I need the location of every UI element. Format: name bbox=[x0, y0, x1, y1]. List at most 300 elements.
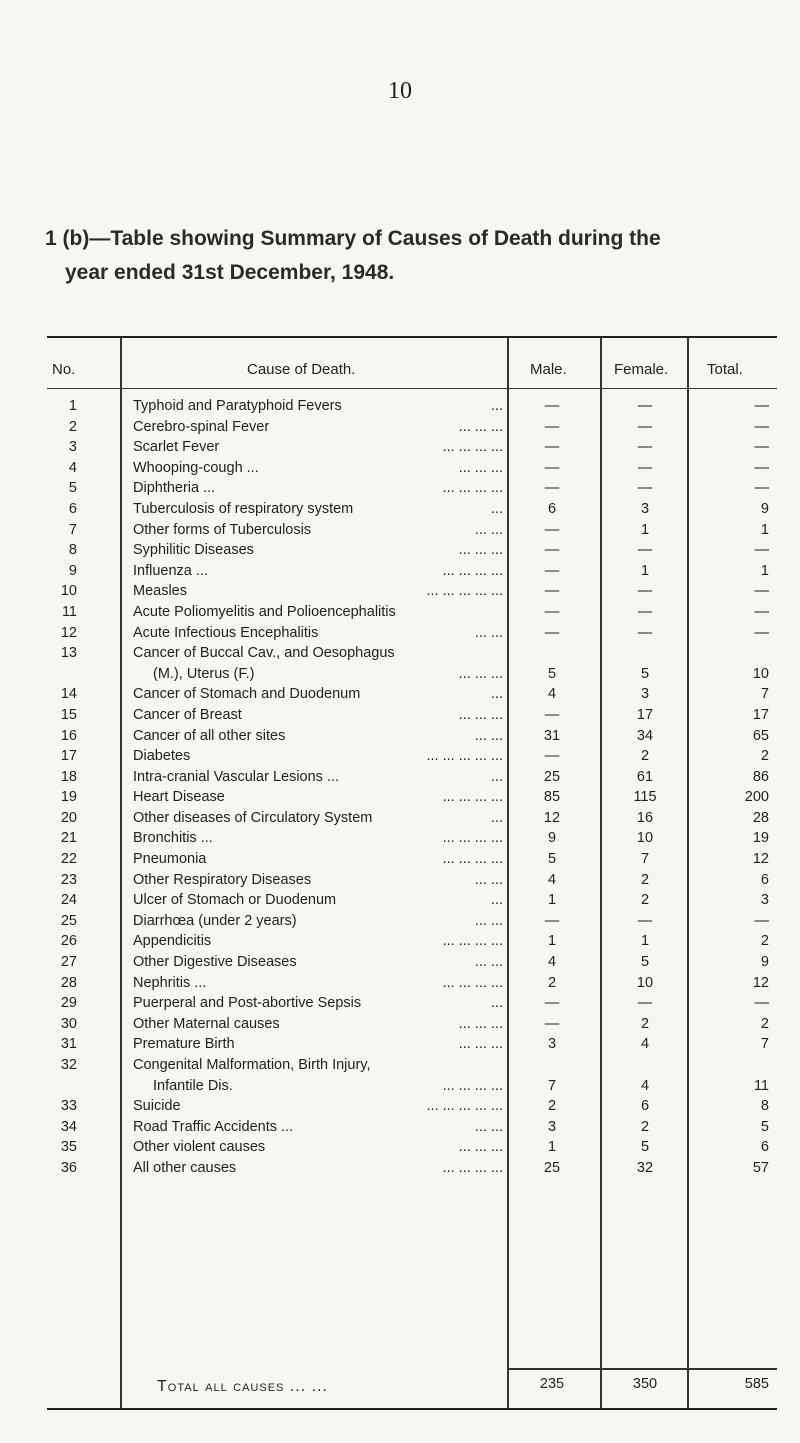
total-total: 585 bbox=[744, 1376, 769, 1392]
total-count: 9 bbox=[760, 500, 769, 517]
total-count: 12 bbox=[752, 974, 769, 991]
cause-cell bbox=[133, 623, 503, 644]
leader-dots: ... ... ... ... bbox=[442, 480, 503, 497]
leader-dots: ... bbox=[490, 809, 503, 826]
total-count: 2 bbox=[760, 1015, 769, 1032]
female-count: — bbox=[637, 439, 653, 456]
cause-cell bbox=[133, 870, 503, 891]
female-count: — bbox=[637, 603, 653, 620]
female-count: 1 bbox=[640, 562, 650, 579]
page-number: 10 bbox=[388, 78, 412, 104]
female-count: 4 bbox=[640, 1077, 650, 1094]
table-row bbox=[47, 561, 777, 582]
table-row bbox=[47, 787, 777, 808]
cause-text: Scarlet Fever bbox=[133, 439, 220, 456]
cause-text: Other forms of Tuberculosis bbox=[133, 521, 312, 538]
cause-cell bbox=[133, 1158, 503, 1179]
row-number: 19 bbox=[60, 789, 77, 806]
female-count: 2 bbox=[640, 1015, 650, 1032]
cause-cell bbox=[133, 1034, 503, 1055]
leader-dots: ... bbox=[490, 398, 503, 414]
cause-cell bbox=[133, 931, 503, 952]
cause-cell bbox=[133, 1055, 503, 1096]
cause-text: Cerebro-spinal Fever bbox=[133, 418, 270, 435]
leader-dots: ... bbox=[490, 892, 503, 909]
cause-cell bbox=[133, 643, 503, 684]
table-row bbox=[47, 1137, 777, 1158]
row-number: 11 bbox=[61, 603, 77, 620]
female-count: 32 bbox=[636, 1159, 654, 1176]
table-row bbox=[47, 499, 777, 520]
table-row bbox=[47, 973, 777, 994]
female-count: 2 bbox=[640, 1118, 650, 1135]
male-count: — bbox=[544, 480, 560, 497]
header-male: Male. bbox=[530, 361, 567, 378]
table-row bbox=[47, 1034, 777, 1055]
total-count: — bbox=[754, 418, 769, 435]
title-line-1: 1 (b)—Table showing Summary of Causes of Death during the bbox=[45, 227, 661, 250]
male-count: — bbox=[544, 912, 560, 929]
cause-text: Suicide bbox=[133, 1098, 181, 1115]
male-count: 5 bbox=[547, 665, 557, 682]
cause-text: Acute Poliomyelitis and Polioencephalitis bbox=[133, 603, 396, 620]
male-count: 12 bbox=[543, 809, 561, 826]
female-count: — bbox=[637, 542, 653, 559]
female-count: 5 bbox=[640, 954, 650, 971]
total-count: 86 bbox=[752, 768, 769, 785]
cause-text: Road Traffic Accidents ... bbox=[133, 1118, 294, 1135]
cause-cell bbox=[133, 520, 503, 541]
cause-cell bbox=[133, 849, 503, 870]
cause-text: Intra-cranial Vascular Lesions ... bbox=[133, 768, 340, 785]
cause-text-line-2 bbox=[133, 664, 503, 685]
male-count: 7 bbox=[547, 1077, 557, 1094]
female-count: 3 bbox=[640, 500, 650, 517]
male-count: — bbox=[544, 706, 560, 723]
male-count: 5 bbox=[547, 851, 557, 868]
leader-dots: ... ... ... ... ... bbox=[426, 1098, 503, 1115]
cause-cell bbox=[133, 726, 503, 747]
cause-cell bbox=[133, 396, 503, 417]
male-count: 4 bbox=[547, 954, 557, 971]
cause-text: Heart Disease bbox=[133, 789, 225, 806]
row-number: 34 bbox=[60, 1118, 77, 1135]
leader-dots: ... ... ... bbox=[458, 1015, 503, 1032]
female-count: 2 bbox=[640, 871, 650, 888]
cause-cell bbox=[133, 890, 503, 911]
female-count: 6 bbox=[640, 1098, 650, 1115]
male-count: 4 bbox=[547, 871, 557, 888]
female-count: — bbox=[637, 995, 653, 1012]
row-number: 14 bbox=[60, 686, 77, 703]
cause-cell bbox=[133, 1137, 503, 1158]
row-number: 29 bbox=[60, 995, 77, 1012]
female-count: 2 bbox=[640, 748, 650, 765]
male-count: 1 bbox=[547, 892, 557, 909]
row-number: 4 bbox=[68, 459, 77, 476]
row-number: 8 bbox=[68, 542, 77, 559]
table-row bbox=[47, 684, 777, 705]
total-count: — bbox=[754, 995, 769, 1012]
total-count: — bbox=[754, 480, 769, 497]
row-number: 2 bbox=[68, 418, 77, 435]
title-line-2: year ended 31st December, 1948. bbox=[65, 261, 395, 284]
cause-cell bbox=[133, 437, 503, 458]
table-header bbox=[47, 338, 777, 389]
table-row bbox=[47, 458, 777, 479]
cause-cell bbox=[133, 1014, 503, 1035]
leader-dots: ... ... bbox=[474, 521, 503, 538]
female-count: — bbox=[637, 480, 653, 497]
leader-dots: ... ... ... ... bbox=[442, 933, 503, 950]
cause-cell bbox=[133, 684, 503, 705]
cause-text: Ulcer of Stomach or Duodenum bbox=[133, 892, 337, 909]
female-count: 61 bbox=[636, 768, 654, 785]
female-count: 10 bbox=[636, 974, 654, 991]
leader-dots: ... ... ... bbox=[458, 665, 503, 682]
row-number: 31 bbox=[60, 1036, 77, 1053]
table-row bbox=[47, 437, 777, 458]
table-row bbox=[47, 581, 777, 602]
female-count: 5 bbox=[640, 1139, 650, 1156]
total-count: 2 bbox=[760, 748, 769, 765]
total-count: — bbox=[754, 912, 769, 929]
row-number: 22 bbox=[60, 851, 77, 868]
cause-cell bbox=[133, 499, 503, 520]
total-count: — bbox=[754, 459, 769, 476]
total-count: 65 bbox=[752, 727, 769, 744]
leader-dots: ... ... ... ... bbox=[442, 851, 503, 868]
cause-text: Other violent causes bbox=[133, 1139, 266, 1156]
row-number: 21 bbox=[60, 830, 77, 847]
male-count: 85 bbox=[543, 789, 561, 806]
cause-text: Tuberculosis of respiratory system bbox=[133, 500, 354, 517]
total-count: — bbox=[754, 583, 769, 600]
table-row bbox=[47, 1158, 777, 1179]
cause-cell bbox=[133, 767, 503, 788]
male-count: 9 bbox=[547, 830, 557, 847]
cause-text: Other Maternal causes bbox=[133, 1015, 280, 1032]
row-number: 3 bbox=[68, 439, 77, 456]
header-no: No. bbox=[52, 361, 76, 378]
table-row bbox=[47, 849, 777, 870]
table-row bbox=[47, 478, 777, 499]
male-count: 2 bbox=[547, 1098, 557, 1115]
total-count: 6 bbox=[760, 1139, 769, 1156]
cause-text-cont: (M.), Uterus (F.) bbox=[153, 665, 255, 682]
leader-dots: ... ... ... ... ... bbox=[426, 748, 503, 765]
total-count: — bbox=[754, 398, 769, 414]
table-row bbox=[47, 746, 777, 767]
table-row bbox=[47, 623, 777, 644]
leader-dots: ... ... ... bbox=[458, 418, 503, 435]
cause-cell bbox=[133, 458, 503, 479]
total-count: — bbox=[754, 439, 769, 456]
causes-of-death-table bbox=[47, 336, 777, 1410]
total-count: 8 bbox=[760, 1098, 769, 1115]
total-count: 1 bbox=[760, 521, 769, 538]
table-row bbox=[47, 767, 777, 788]
row-number: 12 bbox=[60, 624, 77, 641]
total-count: 19 bbox=[752, 830, 769, 847]
table-row bbox=[47, 1096, 777, 1117]
table-body bbox=[47, 396, 777, 1179]
leader-dots: ... ... bbox=[474, 954, 503, 971]
cause-text: Diphtheria ... bbox=[133, 480, 216, 497]
female-count: 1 bbox=[640, 933, 650, 950]
cause-text: All other causes bbox=[133, 1159, 237, 1176]
row-number: 33 bbox=[60, 1098, 77, 1115]
cause-text: Pneumonia bbox=[133, 851, 207, 868]
cause-text: Puerperal and Post-abortive Sepsis bbox=[133, 995, 362, 1012]
leader-dots: ... ... ... bbox=[458, 706, 503, 723]
row-number: 5 bbox=[68, 480, 77, 497]
cause-text: Nephritis ... bbox=[133, 974, 207, 991]
leader-dots: ... bbox=[490, 768, 503, 785]
cause-cell bbox=[133, 581, 503, 602]
male-count: 25 bbox=[543, 768, 561, 785]
table-row bbox=[47, 643, 777, 684]
female-count: — bbox=[637, 418, 653, 435]
male-count: 1 bbox=[547, 1139, 557, 1156]
female-count: 17 bbox=[636, 706, 654, 723]
cause-text: Cancer of Stomach and Duodenum bbox=[133, 686, 361, 703]
male-count: 2 bbox=[547, 974, 557, 991]
female-count: — bbox=[637, 459, 653, 476]
female-count: — bbox=[637, 912, 653, 929]
cause-text: Other Digestive Diseases bbox=[133, 954, 297, 971]
cause-cell bbox=[133, 828, 503, 849]
total-count: 17 bbox=[752, 706, 769, 723]
total-count: 6 bbox=[760, 871, 769, 888]
cause-cell bbox=[133, 787, 503, 808]
table-row bbox=[47, 705, 777, 726]
cause-text-cont: Infantile Dis. bbox=[153, 1077, 233, 1094]
cause-cell bbox=[133, 1096, 503, 1117]
cause-cell bbox=[133, 952, 503, 973]
leader-dots: ... ... bbox=[474, 912, 503, 929]
male-count: — bbox=[544, 995, 560, 1012]
female-count: 4 bbox=[640, 1036, 650, 1053]
male-count: 31 bbox=[543, 727, 561, 744]
cause-text: Other diseases of Circulatory System bbox=[133, 809, 373, 826]
table-row bbox=[47, 396, 777, 417]
row-number: 9 bbox=[68, 562, 77, 579]
table-row bbox=[47, 417, 777, 438]
row-number: 24 bbox=[60, 892, 77, 909]
table-row bbox=[47, 890, 777, 911]
row-number: 1 bbox=[68, 398, 77, 414]
total-count: — bbox=[754, 542, 769, 559]
male-count: — bbox=[544, 398, 560, 414]
total-count: 9 bbox=[760, 954, 769, 971]
female-count: — bbox=[637, 624, 653, 641]
male-count: — bbox=[544, 418, 560, 435]
leader-dots: ... bbox=[490, 686, 503, 703]
cause-cell bbox=[133, 993, 503, 1014]
leader-dots: ... ... ... ... bbox=[442, 1159, 503, 1176]
header-total: Total. bbox=[707, 361, 743, 378]
cause-text: Premature Birth bbox=[133, 1036, 235, 1053]
total-count: 12 bbox=[752, 851, 769, 868]
leader-dots: ... ... bbox=[474, 871, 503, 888]
cause-text: Diabetes bbox=[133, 748, 191, 765]
cause-cell bbox=[133, 746, 503, 767]
cause-text: Influenza ... bbox=[133, 562, 208, 579]
leader-dots: ... ... bbox=[474, 624, 503, 641]
row-number: 18 bbox=[60, 768, 77, 785]
table-row bbox=[47, 1055, 777, 1096]
leader-dots: ... ... ... ... bbox=[442, 439, 503, 456]
cause-text: Bronchitis ... bbox=[133, 830, 213, 847]
female-count: 10 bbox=[636, 830, 654, 847]
total-male: 235 bbox=[539, 1376, 565, 1392]
total-count: — bbox=[754, 624, 769, 641]
cause-cell bbox=[133, 561, 503, 582]
male-count: 1 bbox=[547, 933, 557, 950]
total-count: 5 bbox=[760, 1118, 769, 1135]
leader-dots: ... ... ... ... ... bbox=[426, 583, 503, 600]
cause-text: Appendicitis bbox=[133, 933, 212, 950]
total-count: 7 bbox=[760, 686, 769, 703]
male-count: — bbox=[544, 542, 560, 559]
total-rule bbox=[507, 1368, 777, 1370]
cause-text: Diarrhœa (under 2 years) bbox=[133, 912, 297, 929]
total-count: 1 bbox=[760, 562, 769, 579]
male-count: 4 bbox=[547, 686, 557, 703]
row-number: 26 bbox=[60, 933, 77, 950]
cause-text: Other Respiratory Diseases bbox=[133, 871, 312, 888]
row-number: 7 bbox=[68, 521, 77, 538]
row-number: 35 bbox=[60, 1139, 77, 1156]
table-row bbox=[47, 726, 777, 747]
row-number: 17 bbox=[60, 748, 77, 765]
total-label: Total all causes ... ... bbox=[157, 1378, 328, 1395]
male-count: — bbox=[544, 624, 560, 641]
male-count: — bbox=[544, 459, 560, 476]
leader-dots: ... ... bbox=[474, 727, 503, 744]
cause-text: Cancer of Breast bbox=[133, 706, 242, 723]
cause-text: Measles bbox=[133, 583, 187, 600]
male-count: — bbox=[544, 748, 560, 765]
row-number: 36 bbox=[60, 1159, 77, 1176]
row-number: 10 bbox=[60, 583, 77, 600]
female-count: 34 bbox=[636, 727, 654, 744]
female-count: 2 bbox=[640, 892, 650, 909]
row-number: 13 bbox=[60, 645, 77, 662]
row-number: 6 bbox=[68, 500, 77, 517]
total-female: 350 bbox=[632, 1376, 658, 1392]
female-count: 1 bbox=[640, 521, 650, 538]
male-count: — bbox=[544, 521, 560, 538]
row-number: 16 bbox=[60, 727, 77, 744]
cause-cell bbox=[133, 417, 503, 438]
male-count: 25 bbox=[543, 1159, 561, 1176]
cause-cell bbox=[133, 808, 503, 829]
total-count: 10 bbox=[752, 665, 769, 682]
total-count: 28 bbox=[752, 809, 769, 826]
total-count: — bbox=[754, 603, 769, 620]
header-cause: Cause of Death. bbox=[247, 361, 356, 378]
table-row bbox=[47, 1014, 777, 1035]
leader-dots: ... ... ... ... bbox=[442, 830, 503, 847]
cause-cell bbox=[133, 973, 503, 994]
male-count: — bbox=[544, 603, 560, 620]
leader-dots: ... ... ... ... bbox=[442, 562, 503, 579]
table-row bbox=[47, 931, 777, 952]
cause-text: Congenital Malformation, Birth Injury, bbox=[133, 1057, 371, 1073]
leader-dots: ... ... bbox=[474, 1118, 503, 1135]
total-count: 7 bbox=[760, 1036, 769, 1053]
leader-dots: ... ... ... ... bbox=[442, 789, 503, 806]
total-count: 2 bbox=[760, 933, 769, 950]
leader-dots: ... ... ... bbox=[458, 459, 503, 476]
row-number: 28 bbox=[60, 974, 77, 991]
table-row bbox=[47, 540, 777, 561]
leader-dots: ... ... ... ... bbox=[442, 1077, 503, 1094]
table-row bbox=[47, 1117, 777, 1138]
cause-text: Acute Infectious Encephalitis bbox=[133, 624, 319, 641]
table-row bbox=[47, 952, 777, 973]
cause-text: Syphilitic Diseases bbox=[133, 542, 254, 559]
female-count: 16 bbox=[636, 809, 654, 826]
total-row bbox=[47, 1376, 777, 1406]
male-count: — bbox=[544, 439, 560, 456]
cause-cell bbox=[133, 540, 503, 561]
row-number: 27 bbox=[60, 954, 77, 971]
leader-dots: ... bbox=[490, 995, 503, 1012]
leader-dots: ... ... ... bbox=[458, 1139, 503, 1156]
male-count: — bbox=[544, 583, 560, 600]
table-row bbox=[47, 602, 777, 623]
female-count: 5 bbox=[640, 665, 650, 682]
male-count: 3 bbox=[547, 1118, 557, 1135]
cause-text: Typhoid and Paratyphoid Fevers bbox=[133, 398, 342, 414]
row-number: 25 bbox=[60, 912, 77, 929]
cause-cell bbox=[133, 705, 503, 726]
female-count: 3 bbox=[640, 686, 650, 703]
female-count: 115 bbox=[633, 789, 657, 806]
cause-text: Cancer of Buccal Cav., and Oesophagus bbox=[133, 645, 395, 662]
table-row bbox=[47, 911, 777, 932]
leader-dots: ... ... ... ... bbox=[442, 974, 503, 991]
cause-text: Whooping-cough ... bbox=[133, 459, 259, 476]
leader-dots: ... ... ... bbox=[458, 1036, 503, 1053]
total-count: 200 bbox=[744, 789, 769, 806]
table-row bbox=[47, 520, 777, 541]
leader-dots: ... ... ... bbox=[458, 542, 503, 559]
total-count: 11 bbox=[753, 1077, 769, 1094]
male-count: — bbox=[544, 1015, 560, 1032]
row-number: 30 bbox=[60, 1015, 77, 1032]
female-count: — bbox=[637, 583, 653, 600]
row-number: 15 bbox=[60, 706, 77, 723]
total-count: 3 bbox=[760, 892, 769, 909]
cause-text: Cancer of all other sites bbox=[133, 727, 286, 744]
header-female: Female. bbox=[614, 361, 669, 378]
table-row bbox=[47, 870, 777, 891]
table-title bbox=[45, 222, 775, 290]
cause-cell bbox=[133, 478, 503, 499]
table-row bbox=[47, 828, 777, 849]
table-row bbox=[47, 993, 777, 1014]
leader-dots: ... bbox=[490, 500, 503, 517]
female-count: — bbox=[637, 398, 653, 414]
cause-cell bbox=[133, 602, 503, 623]
row-number: 32 bbox=[60, 1057, 77, 1073]
total-count: 57 bbox=[752, 1159, 769, 1176]
female-count: 7 bbox=[640, 851, 650, 868]
